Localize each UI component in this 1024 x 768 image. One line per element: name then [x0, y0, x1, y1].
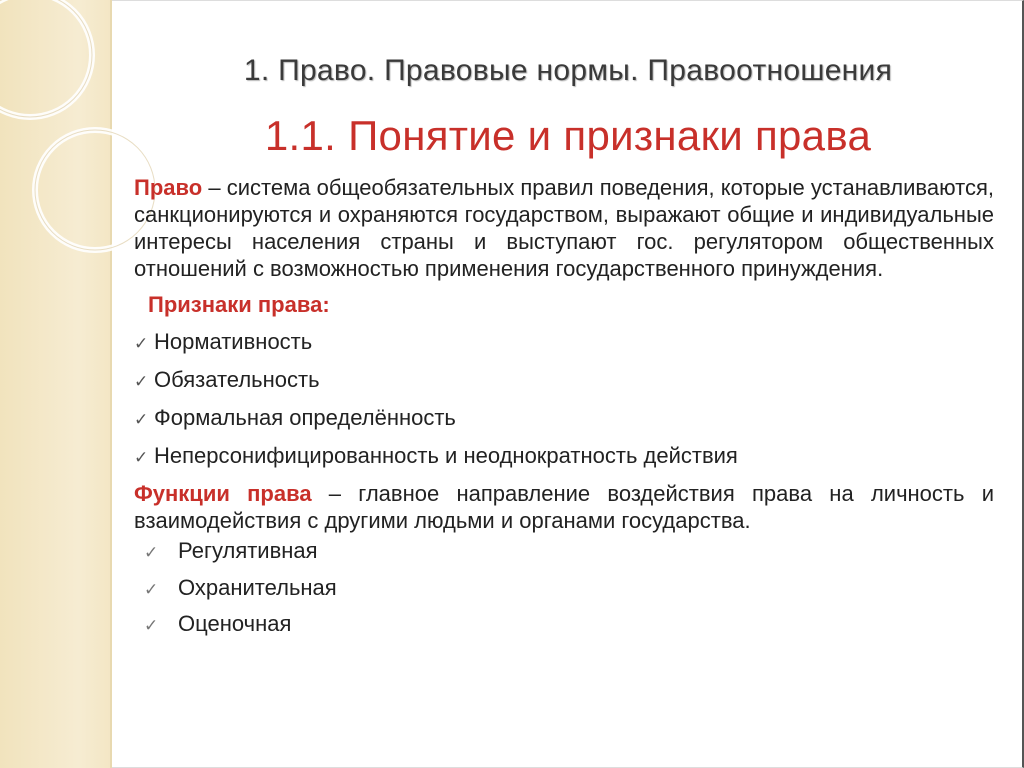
list-item-label: Формальная определённость — [154, 405, 456, 430]
list-item — [134, 534, 994, 571]
definition-term: Право — [134, 175, 203, 200]
definition-dash: – — [202, 175, 227, 200]
definition-paragraph — [134, 174, 994, 282]
list-item — [134, 324, 994, 362]
functions-list — [134, 534, 994, 644]
list-item-label: Обязательность — [154, 367, 320, 392]
check-icon: ✓ — [134, 448, 149, 467]
check-icon: ✓ — [134, 334, 149, 353]
definition-text: система общеобязательных правил поведения, которые устанавливаются, санкционируются и охраняются государством, выражают общие и индивидуальные интересы населения страны и выступают гос. регулятором общественных отношений с возможностью применения государственного принуждения. — [134, 175, 994, 281]
list-item — [134, 571, 994, 608]
list-item-label: Неперсонифицированность и неоднократность действия — [154, 443, 738, 468]
check-icon: ✓ — [134, 410, 149, 429]
signs-list — [134, 324, 994, 476]
page-title: 1. Право. Правовые нормы. Правоотношения — [243, 54, 893, 87]
page-subtitle: 1.1. Понятие и признаки права — [264, 112, 872, 159]
list-item — [134, 607, 994, 644]
functions-text: главное направление воздействия права на личность и взаимодействия с другими людьми и органами государства. — [134, 481, 994, 533]
list-item-label: Нормативность — [154, 329, 313, 354]
list-item — [134, 438, 994, 476]
list-item-label: Регулятивная — [178, 538, 318, 563]
functions-dash: – — [311, 481, 359, 506]
list-item-label: Оценочная — [178, 611, 292, 636]
list-item — [134, 400, 994, 438]
functions-paragraph — [134, 480, 994, 534]
list-item — [134, 362, 994, 400]
check-icon: ✓ — [144, 579, 159, 599]
functions-term: Функции права — [134, 481, 312, 506]
signs-heading: Признаки права: — [148, 292, 330, 317]
list-item-label: Охранительная — [178, 574, 337, 600]
check-icon: ✓ — [144, 616, 159, 635]
slide-content — [134, 174, 994, 644]
check-icon: ✓ — [134, 372, 149, 391]
check-icon: ✓ — [144, 543, 159, 562]
